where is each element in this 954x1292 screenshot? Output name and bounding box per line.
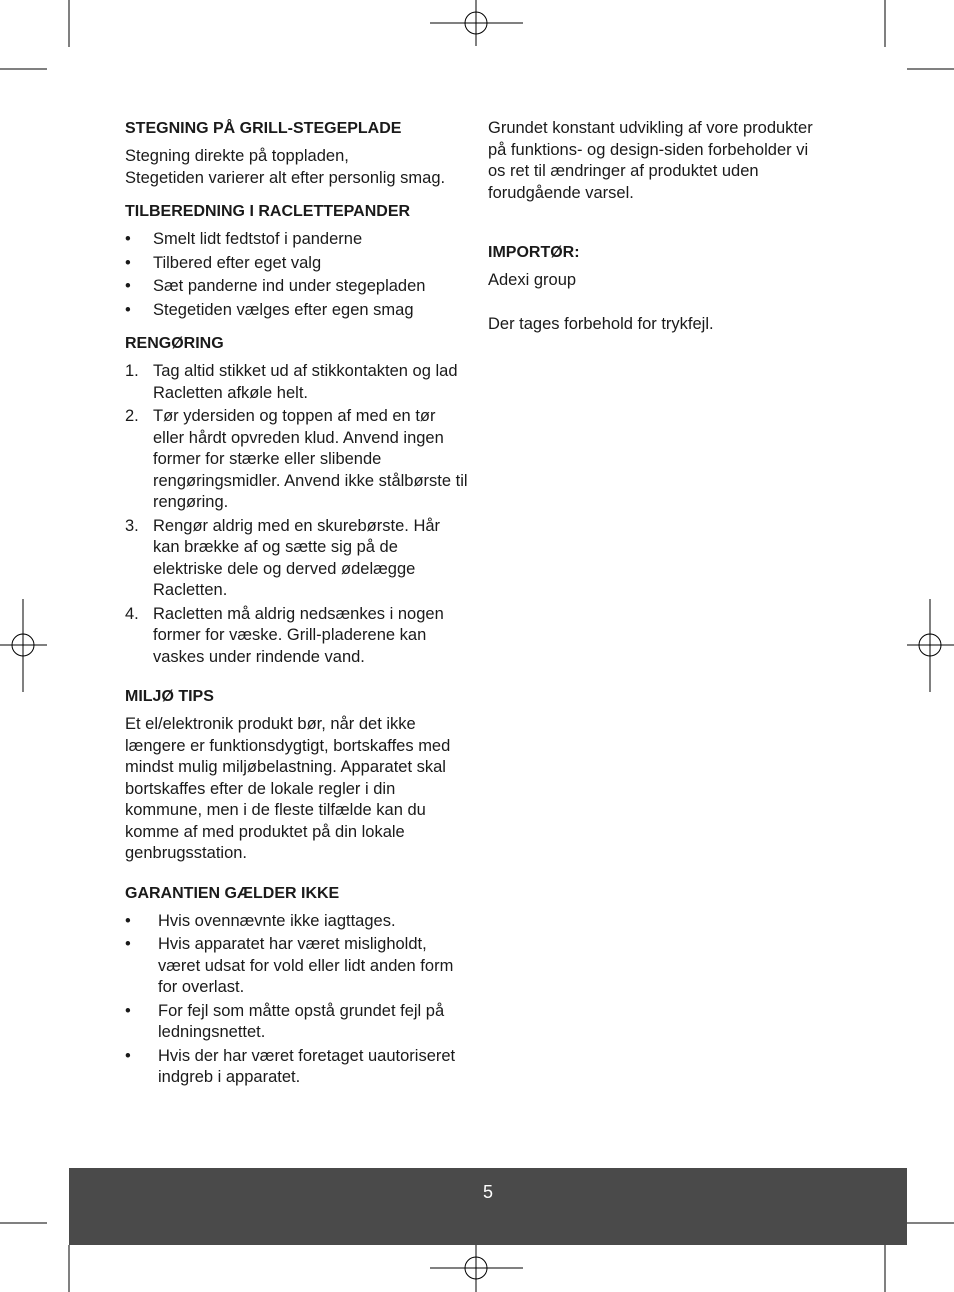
section-environment-tips [125,686,470,865]
list-item [125,1001,470,1044]
registration-mark-right [907,599,954,692]
registration-mark-left [0,599,47,692]
registration-mark-bottom [430,1245,523,1292]
list-item-text: Rengør aldrig med en skurebørste. Hår kan brække af og sætte sig på de elektriske dele og derved ødelægge Racletten. [153,516,441,599]
section-cleaning [125,333,470,668]
text-line: Stegetiden varierer alt efter personlig smag. [125,168,446,187]
registration-mark-top [430,0,523,46]
bullet-marker: • [125,277,131,295]
list-item-text: Hvis der har været foretaget uautoriseret indgreb i apparatet. [158,1046,456,1086]
list-item [125,934,470,999]
section-grill-plate [125,118,470,189]
bullet-marker: • [125,1001,131,1020]
list-number: 2. [125,407,139,425]
bullet-list [125,911,470,1089]
list-item [125,911,470,933]
spacer [488,292,818,314]
list-item-text: Tilbered efter eget valg [153,253,322,272]
bullet-marker: • [125,935,131,953]
bullet-marker: • [125,1046,131,1065]
spacer [488,204,818,226]
list-item [125,361,470,404]
list-number: 4. [125,604,139,623]
heading-grill-plate: STEGNING PÅ GRILL-STEGEPLADE [125,120,402,137]
list-item-text: Stegetiden vælges efter egen smag [153,300,414,319]
bullet-marker: • [125,253,131,272]
list-number: 3. [125,516,139,535]
notice-text: Grundet konstant udvikling af vore produkter på funktions- og design-siden forbeholder vi os ret til ændringer af produktet uden forudgående varsel. [488,119,813,202]
section-warranty-exclusions [125,883,470,1089]
numbered-list [125,361,470,668]
heading-environment-tips: MILJØ TIPS [125,688,214,705]
list-item-text: For fejl som måtte opstå grundet fejl på ledningsnettet. [158,1001,445,1041]
footer-bar [69,1168,907,1245]
section-raclette-pans [125,201,470,321]
left-column [125,118,470,1101]
list-item-text: Tør ydersiden og toppen af med en tør eller hårdt opvreden klud. Anvend ingen former for stærke eller slibende rengøringsmidler. Anvend ikke stålbørste til rengøring. [153,407,468,511]
right-column [488,118,818,335]
text-line: Stegning direkte på toppladen, [125,147,349,165]
list-item [125,276,470,298]
list-item [125,516,470,602]
environment-text: Et el/elektronik produkt bør, når det ikke længere er funktionsdygtigt, bortskaffes med mindst mulig miljøbelastning. Apparatet skal bortskaffes efter de lokale regler i din kommune, men i de fleste tilfælde kan du komme af med produktet på din lokale genbrugsstation. [125,715,451,862]
list-item [125,406,470,514]
bullet-marker: • [125,300,131,319]
importer-name: Adexi group [488,271,577,289]
list-item [125,1046,470,1089]
list-item-text: Hvis apparatet har været misligholdt, været udsat for vold eller lidt anden form for overlast. [158,935,454,996]
page-number: 5 [482,1182,493,1202]
list-item-text: Smelt lidt fedtstof i panderne [153,230,363,248]
list-item-text: Racletten må aldrig nedsænkes i nogen former for væske. Grill-pladerene kan vaskes under rindende vand. [153,604,444,666]
heading-importer: IMPORTØR: [488,244,580,261]
list-item [125,253,470,275]
bullet-marker: • [125,230,131,248]
bullet-list [125,229,470,321]
list-item-text: Hvis ovennævnte ikke iagttages. [158,911,396,930]
list-item [125,229,470,251]
list-item [125,604,470,669]
list-number: 1. [125,362,139,380]
list-item [125,300,470,322]
bullet-marker: • [125,911,131,930]
list-item-text: Tag altid stikket ud af stikkontakten og lad Racletten afkøle helt. [153,362,458,402]
heading-raclette-pans: TILBEREDNING I RACLETTEPANDER [125,203,411,220]
list-item-text: Sæt panderne ind under stegepladen [153,277,426,295]
heading-cleaning: RENGØRING [125,335,224,352]
disclaimer-text: Der tages forbehold for trykfejl. [488,314,714,333]
heading-warranty-exclusions: GARANTIEN GÆLDER IKKE [125,884,340,902]
